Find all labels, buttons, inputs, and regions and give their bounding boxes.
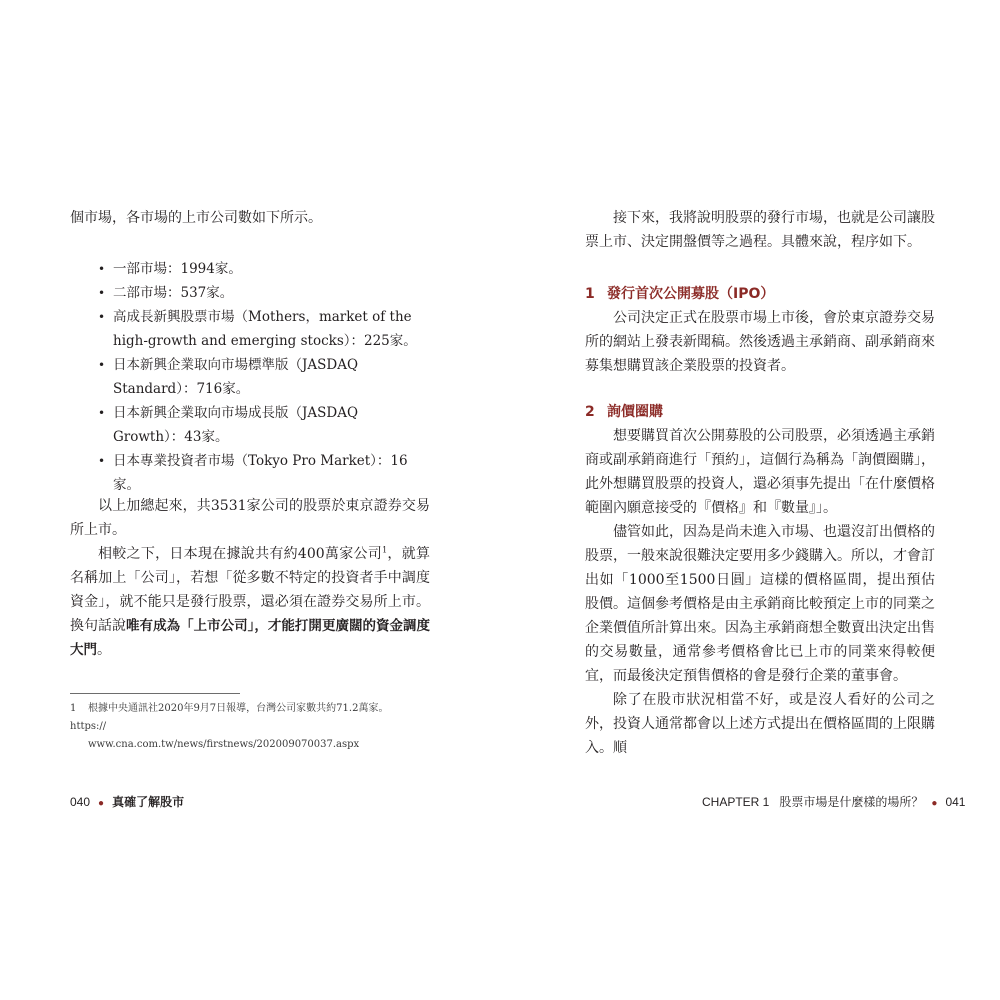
bullet-icon: • <box>98 310 106 324</box>
total-listed-paragraph: 以上加總起來，共3531家公司的股票於東京證券交易所上市。 <box>70 498 430 538</box>
footnote-text: 根據中央通訊社2020年9月7日報導，台灣公司家數共約71.2萬家。https:// <box>70 703 389 732</box>
book-title: 真確了解股市 <box>112 795 185 809</box>
footnote <box>70 700 420 754</box>
footnote-reference: 1 <box>382 545 388 555</box>
footnote-number: 1 <box>70 703 77 714</box>
bullet-icon: • <box>98 286 106 300</box>
list-item: • 日本新興企業取向市場標準版（JASDAQ Standard）：716家。 <box>98 353 418 401</box>
section-title: 詢價圈購 <box>607 404 663 420</box>
section-heading-ipo <box>585 282 935 306</box>
list-item: • 二部市場：537家。 <box>98 281 418 305</box>
left-intro-paragraph: 個市場，各市場的上市公司數如下所示。 <box>70 210 322 226</box>
section-number: 2 <box>585 404 595 420</box>
separator-dot-icon: ● <box>98 798 105 809</box>
right-intro-paragraph: 接下來，我將說明股票的發行市場，也就是公司讓股票上市、決定開盤價等之過程。具體來說，程序如下。 <box>585 210 935 250</box>
section-number: 1 <box>585 286 595 302</box>
market-listing-list <box>98 257 418 497</box>
price-range-paragraph: 儘管如此，因為是尚未進入市場、也還沒訂出價格的股票，一般來說很難決定要用多少錢購入。所以，才會訂出如「1000至1500日圓」這樣的價格區間，提出預估股價。這個參考價格是由主承銷商比較預定上市的同業之企業價值所計算出來。因為主承銷商想全數賣出決定出售的交易數量，通常參考價格會比已上市的同業來得較便宜，而最後決定預售價格的會是發行企業的董事會。 <box>585 524 935 684</box>
emphasized-text: 唯有成為「上市公司」，才能打開更廣闊的資金調度大門 <box>70 618 431 658</box>
left-folio <box>70 794 184 812</box>
list-item: • 高成長新興股票市場（Mothers，market of the high-growth and emerging stocks）：225家。 <box>98 305 418 353</box>
footnote-divider <box>70 693 240 694</box>
section-title: 發行首次公開募股（IPO） <box>607 286 775 302</box>
bullet-icon: • <box>98 454 106 468</box>
bookbuilding-paragraph: 想要購買首次公開募股的公司股票，必須透過主承銷商或副承銷商進行「預約」，這個行為稱為「詢價圈購」，此外想購買股票的投資人，還必須事先提出「在什麼價格範圍內願意接受的『價格』和『數量』」。 <box>585 428 935 516</box>
page-number: 040 <box>70 795 91 809</box>
page-number: 041 <box>945 795 966 809</box>
bullet-icon: • <box>98 262 106 276</box>
chapter-label: CHAPTER 1 <box>702 795 770 809</box>
bullet-icon: • <box>98 358 106 372</box>
footnote-url: www.cna.com.tw/news/firstnews/202009070037.aspx <box>88 739 360 750</box>
ipo-paragraph: 公司決定正式在股票市場上市後，會於東京證券交易所的網站上發表新聞稿。然後透過主承銷商、副承銷商來募集想購買該企業股票的投資者。 <box>585 310 935 374</box>
comparison-paragraph: 相較之下，日本現在據說共有約400萬家公司$^1$，就算名稱加上「公司」，若想「從多數不特定的投資者手中調度資金」，就不能只是發行股票，還必須在證券交易所上市。換句話說唯有成為「上市公司」，才能打開更廣闊的資金調度大門。 <box>70 545 431 658</box>
section-heading-bookbuilding <box>585 400 935 424</box>
separator-dot-icon: ● <box>931 798 938 809</box>
list-item: • 一部市場：1994家。 <box>98 257 418 281</box>
right-folio <box>702 794 965 812</box>
bullet-icon: • <box>98 406 106 420</box>
upper-limit-paragraph: 除了在股市狀況相當不好，或是沒人看好的公司之外，投資人通常都會以上述方式提出在價格區間的上限購入。順 <box>585 692 935 756</box>
list-item: • 日本專業投資者市場（Tokyo Pro Market）：16家。 <box>98 449 418 497</box>
chapter-title: 股票市場是什麼樣的場所？ <box>779 795 924 809</box>
list-item: • 日本新興企業取向市場成長版（JASDAQ Growth）：43家。 <box>98 401 418 449</box>
